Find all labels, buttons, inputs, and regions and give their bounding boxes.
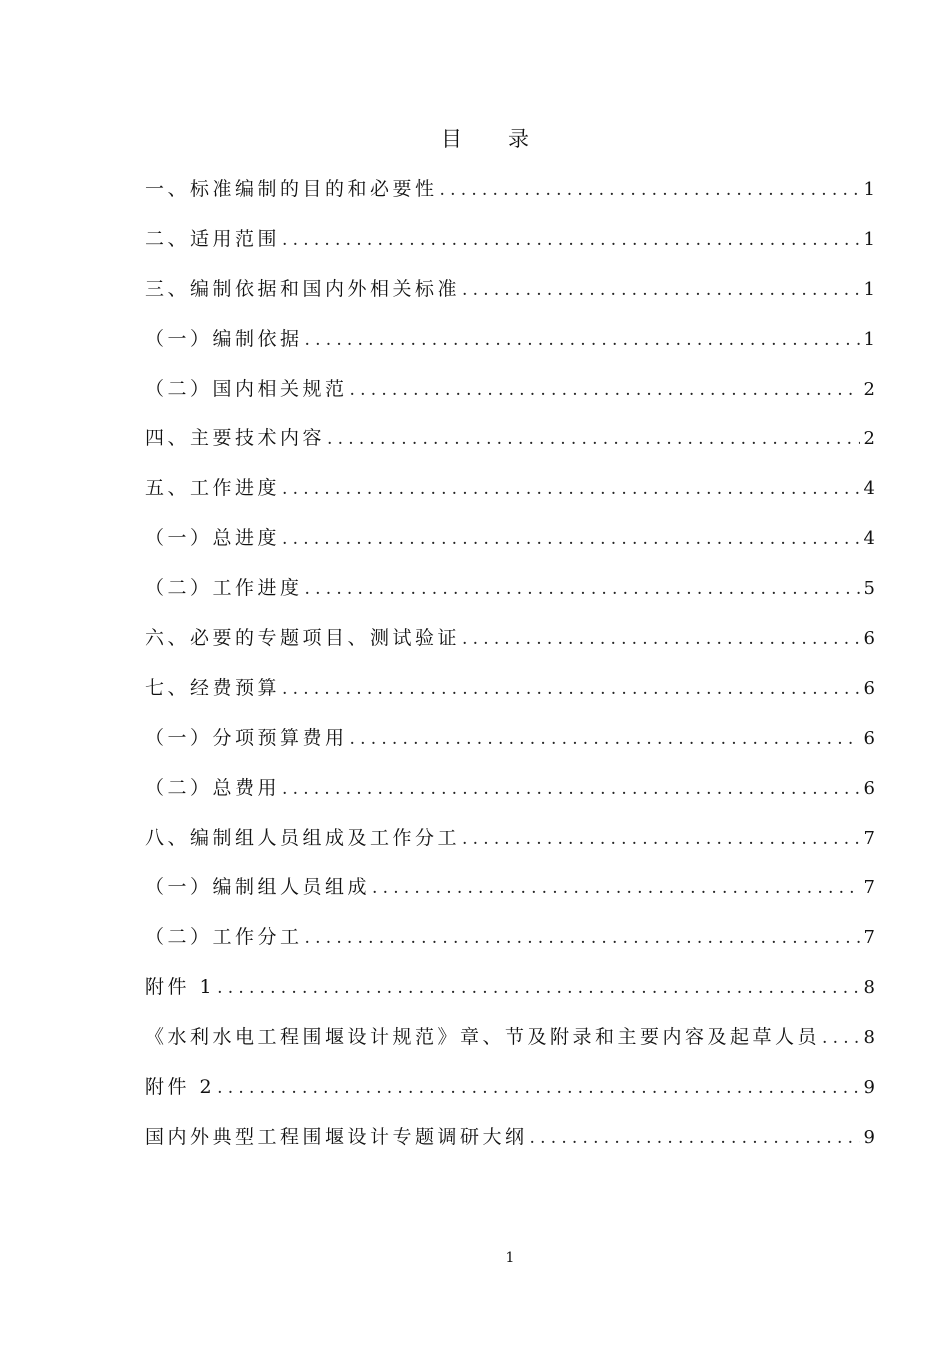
toc-entry[interactable] — [145, 623, 875, 673]
toc-entry-title: 国内外典型工程围堰设计专题调研大纲 — [145, 1125, 528, 1148]
toc-dot-leader — [217, 1073, 859, 1103]
toc-title — [0, 124, 950, 154]
toc-entry-page-number: 5 — [863, 578, 875, 600]
toc-dot-leader — [462, 624, 860, 654]
toc-entry[interactable] — [145, 224, 875, 274]
toc-title-char: 目 — [441, 127, 508, 151]
toc-dot-leader — [350, 375, 860, 405]
page-number: 1 — [505, 1250, 515, 1266]
toc-entry[interactable] — [145, 723, 875, 773]
toc-dot-leader — [282, 674, 860, 704]
toc-entry-page-number: 4 — [863, 528, 875, 550]
toc-entry[interactable] — [145, 1022, 875, 1072]
toc-dot-leader — [305, 923, 860, 953]
toc-entry-page-number: 7 — [863, 877, 875, 899]
toc-entry[interactable] — [145, 922, 875, 972]
toc-dot-leader — [305, 574, 860, 604]
toc-dot-leader — [440, 175, 860, 205]
toc-dot-leader — [462, 275, 860, 305]
toc-entry[interactable] — [145, 174, 875, 224]
toc-entry-title: 四、主要技术内容 — [145, 427, 326, 450]
toc-entry-page-number: 1 — [863, 179, 875, 200]
toc-entry-page-number: 1 — [863, 328, 875, 350]
toc-dot-leader — [327, 424, 860, 454]
toc-entry-title: 七、经费预算 — [145, 676, 281, 699]
toc-entry-title: 附件 2 — [145, 1076, 216, 1099]
toc-dot-leader — [282, 225, 860, 255]
toc-entry-title: （二）工作分工 — [145, 926, 303, 949]
toc-entry[interactable] — [145, 473, 875, 523]
toc-entry-title: 一、标准编制的目的和必要性 — [145, 178, 438, 200]
toc-entry-page-number: 8 — [863, 977, 875, 999]
toc-entry-title: 八、编制组人员组成及工作分工 — [145, 826, 461, 849]
toc-entry-title: 二、适用范围 — [145, 227, 281, 250]
toc-entry[interactable] — [145, 823, 875, 873]
toc-entry-page-number: 7 — [863, 927, 875, 949]
toc-entry[interactable] — [145, 972, 875, 1022]
toc-entry[interactable] — [145, 374, 875, 424]
toc-entry-title: 三、编制依据和国内外相关标准 — [145, 277, 461, 300]
toc-entry-page-number: 1 — [863, 228, 875, 250]
toc-entry[interactable] — [145, 773, 875, 823]
toc-entry-title: （一）编制组人员组成 — [145, 876, 371, 899]
toc-entry-page-number: 6 — [863, 777, 875, 799]
toc-entry-page-number: 6 — [863, 628, 875, 650]
toc-dot-leader — [282, 524, 860, 554]
toc-dot-leader — [282, 774, 860, 804]
toc-entry-title: （一）总进度 — [145, 527, 281, 550]
toc-entry-title: （一）编制依据 — [145, 327, 303, 350]
toc-entry-title: （二）国内相关规范 — [145, 377, 348, 400]
toc-entry-page-number: 9 — [863, 1126, 875, 1148]
toc-entry-page-number: 6 — [863, 727, 875, 749]
toc-entry-title: 《水利水电工程围堰设计规范》章、节及附录和主要内容及起草人员 — [145, 1026, 821, 1049]
toc-entry-title: （二）总费用 — [145, 776, 281, 799]
toc-entry[interactable] — [145, 573, 875, 623]
toc-entry[interactable] — [145, 872, 875, 922]
toc-entry-page-number: 9 — [863, 1077, 875, 1099]
toc-dot-leader — [282, 474, 860, 504]
toc-entry-page-number: 8 — [863, 1027, 875, 1049]
toc-entry-title: 六、必要的专题项目、测试验证 — [145, 627, 461, 650]
toc-dot-leader — [462, 824, 860, 854]
toc-dot-leader — [217, 973, 859, 1003]
toc-dot-leader — [530, 1123, 860, 1153]
toc-entry[interactable] — [145, 523, 875, 573]
toc-entry-title: 附件 1 — [145, 976, 216, 999]
table-of-contents — [145, 174, 875, 1172]
toc-entry-page-number: 2 — [863, 378, 875, 400]
toc-entry-page-number: 2 — [863, 428, 875, 450]
toc-entry-page-number: 6 — [863, 677, 875, 699]
toc-entry[interactable] — [145, 1072, 875, 1122]
toc-entry[interactable] — [145, 423, 875, 473]
toc-dot-leader — [822, 1023, 860, 1053]
toc-entry-title: （一）分项预算费用 — [145, 726, 348, 749]
toc-dot-leader — [305, 325, 860, 355]
toc-dot-leader — [372, 873, 860, 903]
toc-entry[interactable] — [145, 274, 875, 324]
toc-entry[interactable] — [145, 324, 875, 374]
toc-entry[interactable] — [145, 1122, 875, 1172]
toc-entry-page-number: 4 — [863, 478, 875, 500]
toc-title-char: 录 — [508, 127, 575, 151]
toc-dot-leader — [350, 724, 860, 754]
toc-entry-title: （二）工作进度 — [145, 577, 303, 600]
toc-entry-page-number: 7 — [863, 827, 875, 849]
toc-entry[interactable] — [145, 673, 875, 723]
toc-entry-title: 五、工作进度 — [145, 477, 281, 500]
toc-entry-page-number: 1 — [863, 278, 875, 300]
